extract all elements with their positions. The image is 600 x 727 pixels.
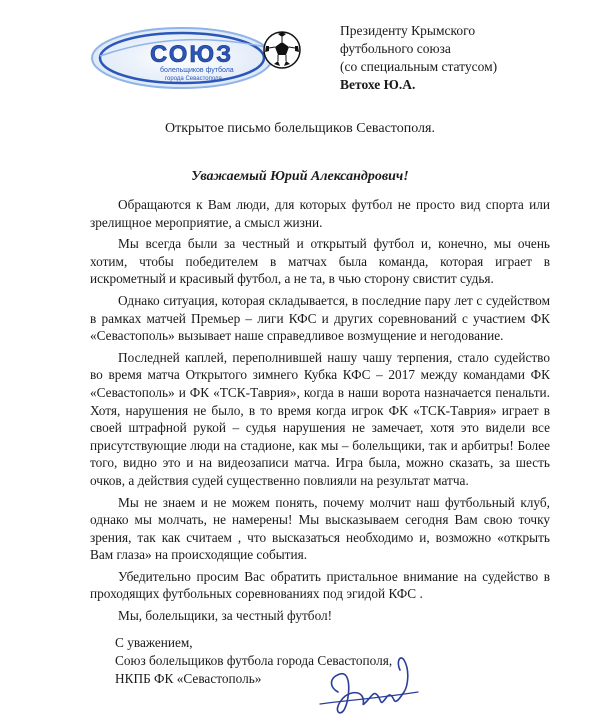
union-logo xyxy=(90,20,312,90)
closing-line: С уважением, xyxy=(115,635,193,650)
body-paragraph: Мы, болельщики, за честный футбол! xyxy=(118,608,333,624)
addressee-name: Ветохе Ю.А. xyxy=(340,77,416,92)
signature-graphic xyxy=(300,640,430,720)
logo-subtitle-line1: болельщиков футбола xyxy=(160,67,234,74)
union-logo-graphic xyxy=(90,20,312,90)
closing-line: НКПБ ФК «Севастополь» xyxy=(115,671,262,686)
soccer-ball-icon xyxy=(264,32,300,68)
letter-title: Открытое письмо болельщиков Севастополя. xyxy=(165,121,435,136)
addressee-line: Президенту Крымского xyxy=(340,23,476,38)
body-paragraph: Обращаются к Вам люди, для которых футбол не просто вид спорта или зрелищное мероприятие, а смысл жизни. xyxy=(90,197,550,230)
body-paragraph: Мы всегда были за честный и открытый футбол и, конечно, мы очень хотим, чтобы победителем в матчах была команда, которая играет в искрометный и красивый футбол, а не та, в чью сторону свистит судья. xyxy=(90,236,550,287)
addressee-line: футбольного союза xyxy=(340,41,451,56)
body-paragraph: Последней каплей, переполнившей нашу чашу терпения, стало судейство во время матча Открытого зимнего Кубка КФС – 2017 между командами ФК «Севастополь» и ФК «ТСК-Таврия», когда в наши ворота назначается пенальти. Хотя, нарушения не было, в то время когда игрок ФК «ТСК-Таврия» играет в своей штрафной рукой – судья нарушения не замечает, хотя это видели все присутствующие люди на стадионе, как мы – болельщики, так и арбитры! Более того, видно это и на видеозаписи матча. Игра была, можно сказать, за шесть очков, а действия судей существенно повлияли на результат матча. xyxy=(90,349,550,488)
logo-subtitle-line2: города Севастополя xyxy=(165,76,222,82)
body-paragraph: Однако ситуация, которая складывается, в последние пару лет с судейством в рамках матчей Премьер – лиги КФС и других соревнований с участием ФК «Севастополь» вызывает наше справедливое возмущение и негодование. xyxy=(90,292,550,344)
logo-wordmark: СОЮЗ xyxy=(150,41,234,68)
addressee-block xyxy=(340,22,580,94)
body-paragraph: Мы не знаем и не можем понять, почему молчит наш футбольный клуб, однако мы молчать, не намерены! Мы высказываем сегодня Вам свою точку зрения, так как считаем , что высказаться необходимо и, возможно «открыть Вам глаза» на происходящие события. xyxy=(90,494,550,563)
handwritten-signature xyxy=(300,640,430,720)
body-paragraph: Убедительно просим Вас обратить пристальное внимание на судейство в проходящих футбольных соревнованиях под эгидой КФС . xyxy=(90,568,550,602)
letter-body xyxy=(90,196,550,629)
salutation: Уважаемый Юрий Александрович! xyxy=(191,169,409,184)
addressee-line: (со специальным статусом) xyxy=(340,59,498,74)
closing-line: Союз болельщиков футбола города Севастополя, xyxy=(115,653,393,668)
